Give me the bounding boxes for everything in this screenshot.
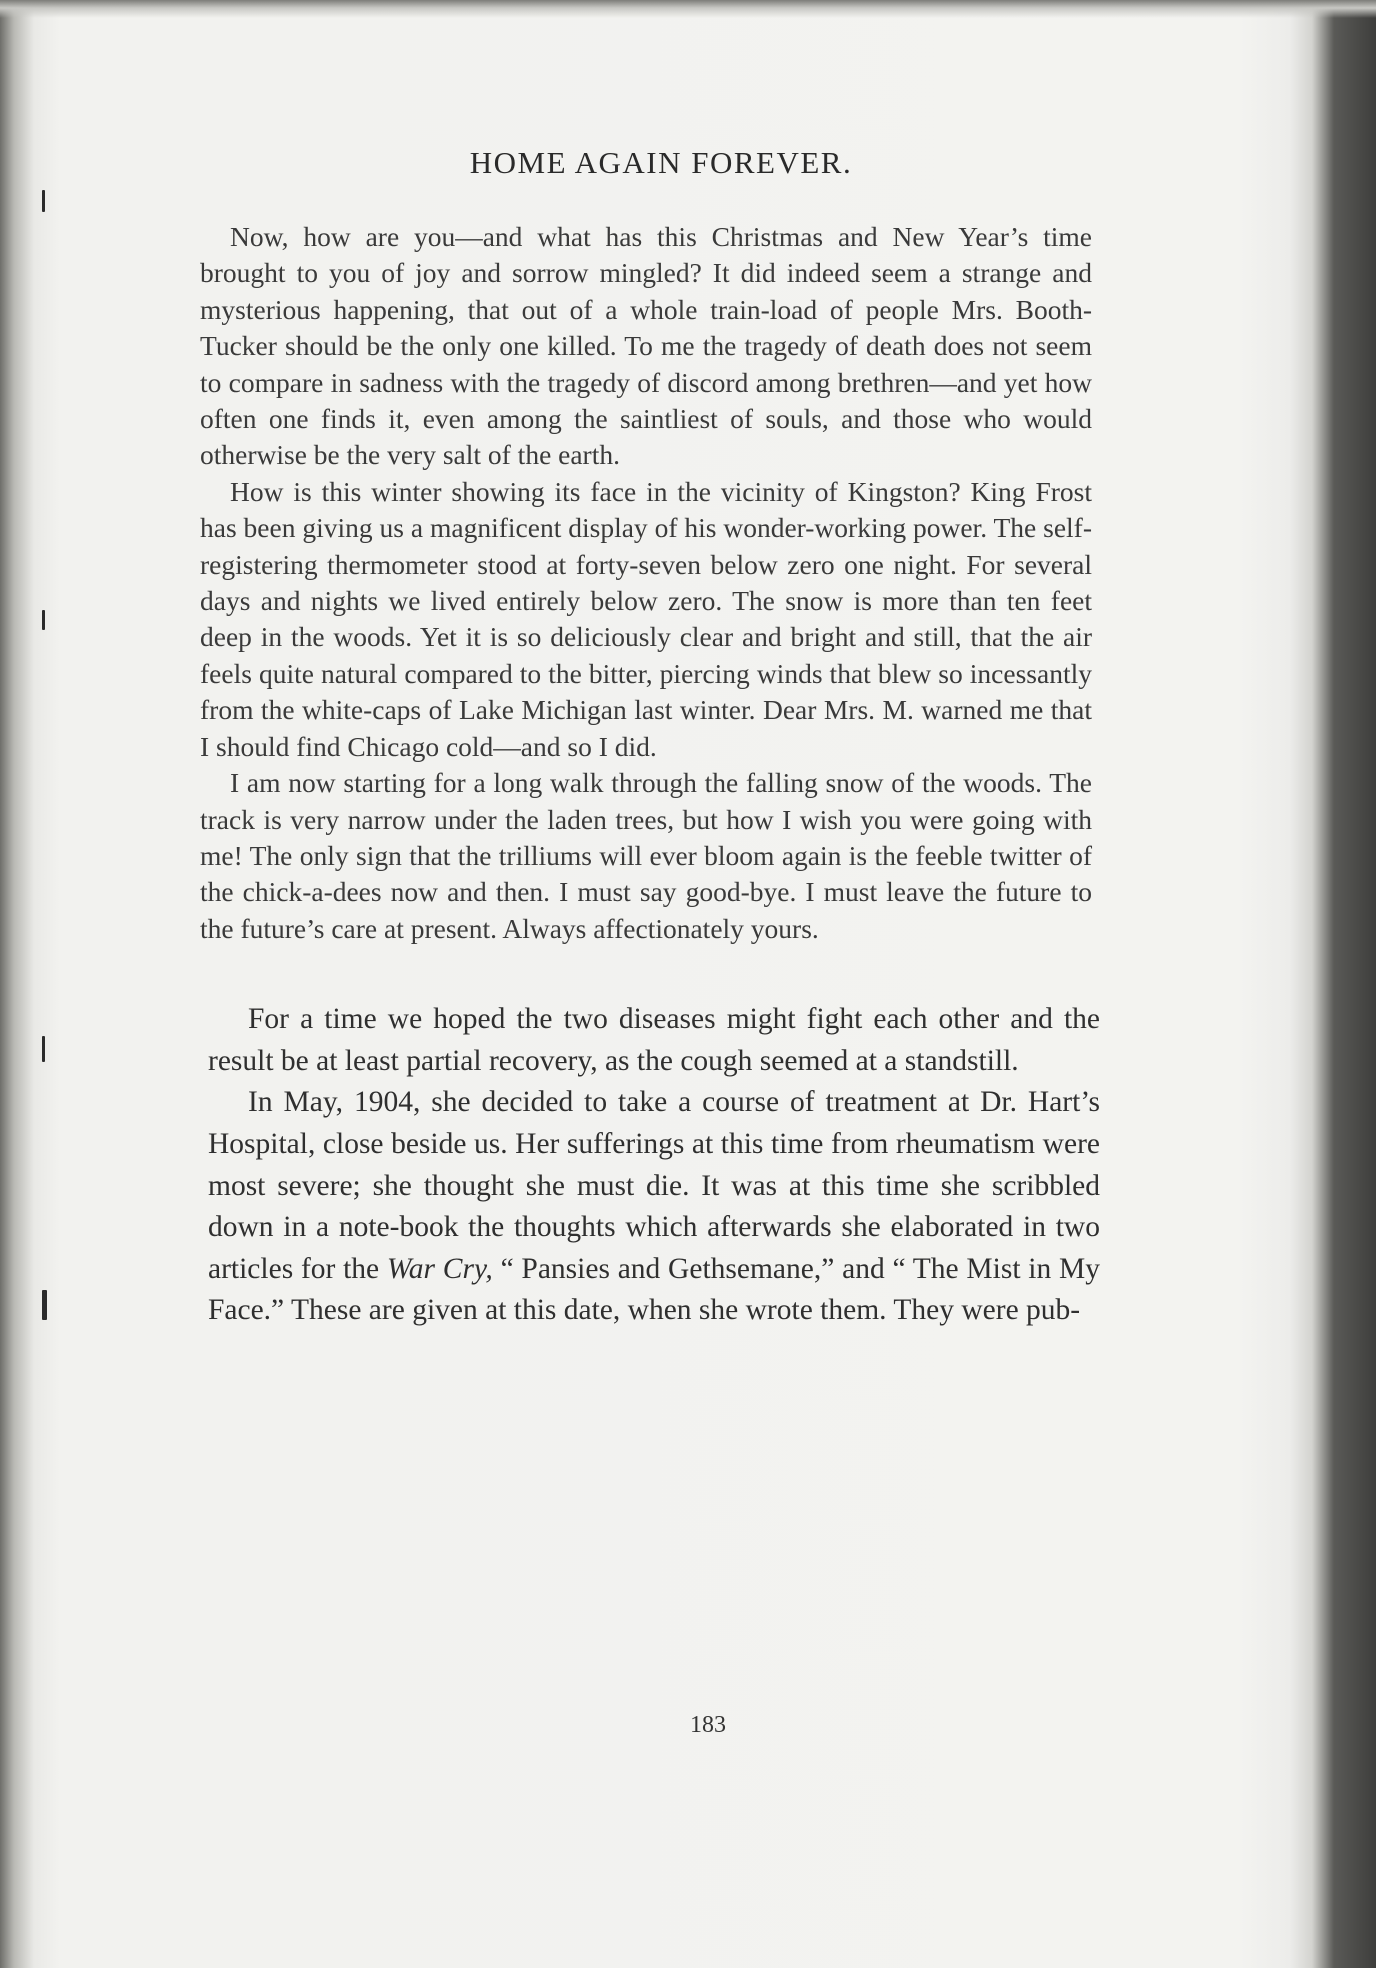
narrative-text <box>208 999 1100 1332</box>
letter-paragraph: Now, how are you—and what has this Christmas and New Year’s time brought to you of joy and sorrow mingled? It did indeed seem a strange and mysterious happening, that out of a whole train-load of people Mrs. Booth-Tucker should be the only one killed. To me the tragedy of death does not seem to compare in sadness with the tragedy of discord among brethren—and yet how often one finds it, even among the saintliest of souls, and those who would otherwise be the very salt of the earth. <box>200 221 1092 471</box>
narrative-paragraph: For a time we hoped the two diseases might fight each other and the result be at least partial recovery, as the cough seemed at a standstill. <box>208 1003 1100 1077</box>
page-number: 183 <box>690 1712 726 1738</box>
gutter-mark <box>42 190 45 212</box>
narrative-paragraph <box>208 1082 1100 1332</box>
periodical-title: War Cry, <box>386 1252 493 1285</box>
gutter-mark <box>42 610 45 630</box>
letter-paragraph: I am now starting for a long walk through the falling snow of the woods. The track is very narrow under the laden trees, but how I wish you were going with me! The only sign that the trilliums will ever bloom again is the feeble twitter of the chick-a-dees now and then. I must say good-bye. I must leave the future to the future’s care at present. Always affectionately yours. <box>200 767 1092 944</box>
letter-paragraph: How is this winter showing its face in the vicinity of Kingston? King Frost has been giving us a magnificent display of his wonder-working power. The self-registering thermometer stood at forty-seven below zero one night. For several days and nights we lived entirely below zero. The snow is more than ten feet deep in the woods. Yet it is so deliciously clear and bright and still, that the air feels quite natural compared to the bitter, piercing winds that blew so incessantly from the white-caps of Lake Michigan last winter. Dear Mrs. M. warned me that I should find Chicago cold—and so I did. <box>200 475 1092 762</box>
gutter-mark <box>42 1036 45 1062</box>
page-content <box>196 145 1100 1332</box>
letter-excerpt <box>200 219 1092 947</box>
page-top-edge <box>0 0 1376 18</box>
narrative-text-run: “ Pansies and Gethsemane,” and “ The Mist in My Face.” These are given at this date, when she wrote them. They were pub- <box>208 1252 1100 1327</box>
gutter-mark <box>42 1290 47 1320</box>
narrative-text-run: In May, 1904, she decided to take a course of treatment at Dr. Hart’s Hospital, close beside us. Her sufferings at this time from rheumatism were most severe; she thought she must die. It was at this time she scribbled down in a note-book the thoughts which afterwards she elaborated in two articles for the <box>208 1086 1100 1285</box>
running-head: HOME AGAIN FOREVER. <box>469 145 853 180</box>
